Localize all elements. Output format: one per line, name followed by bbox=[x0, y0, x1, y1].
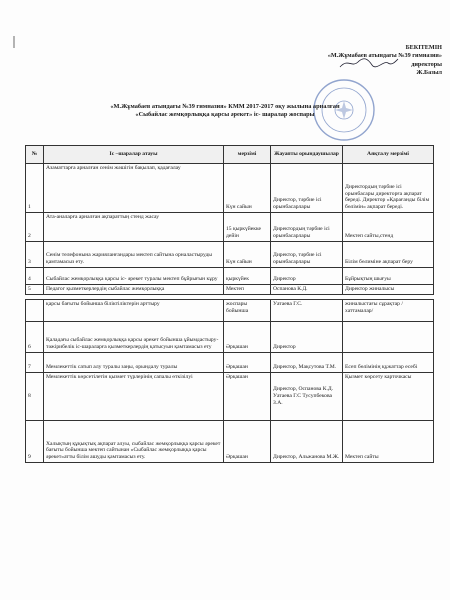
table-row bbox=[26, 164, 434, 213]
row-completion: Есеп бөлімінің құжаттар есебі bbox=[343, 353, 434, 373]
title-line-2: «Сыбайлас жемқорлыққа қарсы әрекет» іс- шаралар жоспары bbox=[135, 111, 315, 119]
row-completion: жиналыстағы сұрақтар /хаттамалар/ bbox=[343, 300, 434, 322]
document-title bbox=[0, 103, 450, 119]
row-number: 9 bbox=[26, 421, 44, 463]
row-completion: Қызмет көрсету карточкасы bbox=[343, 373, 434, 421]
table-row bbox=[26, 213, 434, 242]
row-term: 15 қыркүйекке дейін bbox=[224, 213, 271, 242]
approval-line-3: Ж.Базыл bbox=[416, 69, 442, 77]
row-number: 4 bbox=[26, 268, 44, 285]
row-completion bbox=[343, 322, 434, 353]
table-row bbox=[26, 242, 434, 268]
header-name: Іс –шаралар атауы bbox=[44, 146, 224, 164]
row-name: Сенім телефонына жарияланғандары мектеп сайтына орналастыруды қамтамасыз ету. bbox=[44, 242, 224, 268]
row-term: Күн сайын bbox=[224, 164, 271, 213]
row-responsible: Директор, тәрбие ісі орынбасарлары bbox=[271, 164, 343, 213]
row-name: Қаладағы сыбайлас жемқорлыққа қарсы әрекет бойынша ұйымдастыру-тәжірибелік іс-шараларға қызметкерлердің қатысуын қамтамасыз ету bbox=[44, 322, 224, 353]
signature bbox=[338, 56, 400, 70]
row-number: 7 bbox=[26, 353, 44, 373]
row-completion: Директордың тәрбие ісі орынбасары директорға ақпарат береді. Директор «Қарағанды білім бөлімін» ақпарат береді. bbox=[343, 164, 434, 213]
header-number: № bbox=[26, 146, 44, 164]
approval-line-2: директоры bbox=[411, 60, 442, 68]
row-completion: Директор жиналысы bbox=[343, 285, 434, 295]
row-responsible: Директор, Оспанова К.Д. Уатаева Г.С Тусупбекова З.А. bbox=[271, 373, 343, 421]
plan-table bbox=[25, 145, 434, 295]
row-responsible: Директор, тәрбие ісі орынбасарлары bbox=[271, 242, 343, 268]
header-term: мерзімі bbox=[224, 146, 271, 164]
row-term: Күн сайын bbox=[224, 242, 271, 268]
row-name: Педагог қызметкерлердің сыбайлас жемқорлыққа bbox=[44, 285, 224, 295]
row-completion: Білім бөлиміне ақпарат беру bbox=[343, 242, 434, 268]
row-number: 6 bbox=[26, 322, 44, 353]
row-completion: Мектеп сайты bbox=[343, 421, 434, 463]
row-responsible: Директор, Альжанова М.Ж. bbox=[271, 421, 343, 463]
row-name: Мемлекеттік көрсетілетін қызмет түрлерінің сапалы өткізілуі bbox=[44, 373, 224, 421]
row-term: Әрқашан bbox=[224, 373, 271, 421]
table-row bbox=[26, 268, 434, 285]
row-completion: Бұйрықтың шығуы bbox=[343, 268, 434, 285]
table-row bbox=[26, 322, 434, 353]
row-term: жоспары бойынша bbox=[224, 300, 271, 322]
approval-line-1: «М.Жұмабаев атындағы №39 гимназия» bbox=[327, 52, 442, 60]
pen-mark bbox=[12, 36, 16, 48]
row-number: 5 bbox=[26, 285, 44, 295]
table-row bbox=[26, 300, 434, 322]
row-term: Мектеп bbox=[224, 285, 271, 295]
title-line-1: «М.Жұмабаев атындағы №39 гимназия» КММ 2017-2017 оқу жылына арналған bbox=[110, 103, 340, 110]
row-term: Әрқашан bbox=[224, 322, 271, 353]
row-number: 3 bbox=[26, 242, 44, 268]
row-responsible: Директор bbox=[271, 322, 343, 353]
row-name: Ата-аналарға арналған ақпараттың стенд жасау bbox=[44, 213, 224, 242]
row-name: Сыбайлас жемқорлыққа қарсы іс- әрекет туралы мектеп бұйрығын кұру bbox=[44, 268, 224, 285]
row-number: 8 bbox=[26, 373, 44, 421]
row-number bbox=[26, 300, 44, 322]
row-name: Мемлекеттік сатып алу туралы заңы, орындалу туралы bbox=[44, 353, 224, 373]
row-number: 1 bbox=[26, 164, 44, 213]
table-row bbox=[26, 353, 434, 373]
plan-table-continued bbox=[25, 299, 434, 463]
row-responsible: Директордың тәрбие ісі орынбасарлары bbox=[271, 213, 343, 242]
row-responsible: Оспанова К.Д. bbox=[271, 285, 343, 295]
table-row bbox=[26, 421, 434, 463]
row-name: Азаматтарға арналған сенім жәшігін бақылап, қадағалау bbox=[44, 164, 224, 213]
header-responsible: Жауапты орындаушылар bbox=[271, 146, 343, 164]
row-responsible: Директор, Мақсутова Т.М. bbox=[271, 353, 343, 373]
header-completion: Аяқталу мерзімі bbox=[343, 146, 434, 164]
row-responsible: Уатаева Г.С. bbox=[271, 300, 343, 322]
row-name: қарсы бағыты бойынша біліктіліктерін арттыру bbox=[44, 300, 224, 322]
table-row bbox=[26, 285, 434, 295]
table-row bbox=[26, 373, 434, 421]
row-term: қыркүйек bbox=[224, 268, 271, 285]
row-term: Әрқашан bbox=[224, 353, 271, 373]
row-name: Халықтың құқықтық ақпарат алуы, сыбайлас жемқорлыққа қарсы әрекет бағыты бойынша мектеп сайтынан «Сыбайлас жемқорлыққа қарсы әрекет»атты білім ашуды қамтамасыз ету. bbox=[44, 421, 224, 463]
approval-heading: БЕКІТЕМІН bbox=[405, 44, 442, 51]
row-completion: Мектеп сайты,стенд bbox=[343, 213, 434, 242]
row-number: 2 bbox=[26, 213, 44, 242]
row-term: Әрқашан bbox=[224, 421, 271, 463]
row-responsible: Директор bbox=[271, 268, 343, 285]
